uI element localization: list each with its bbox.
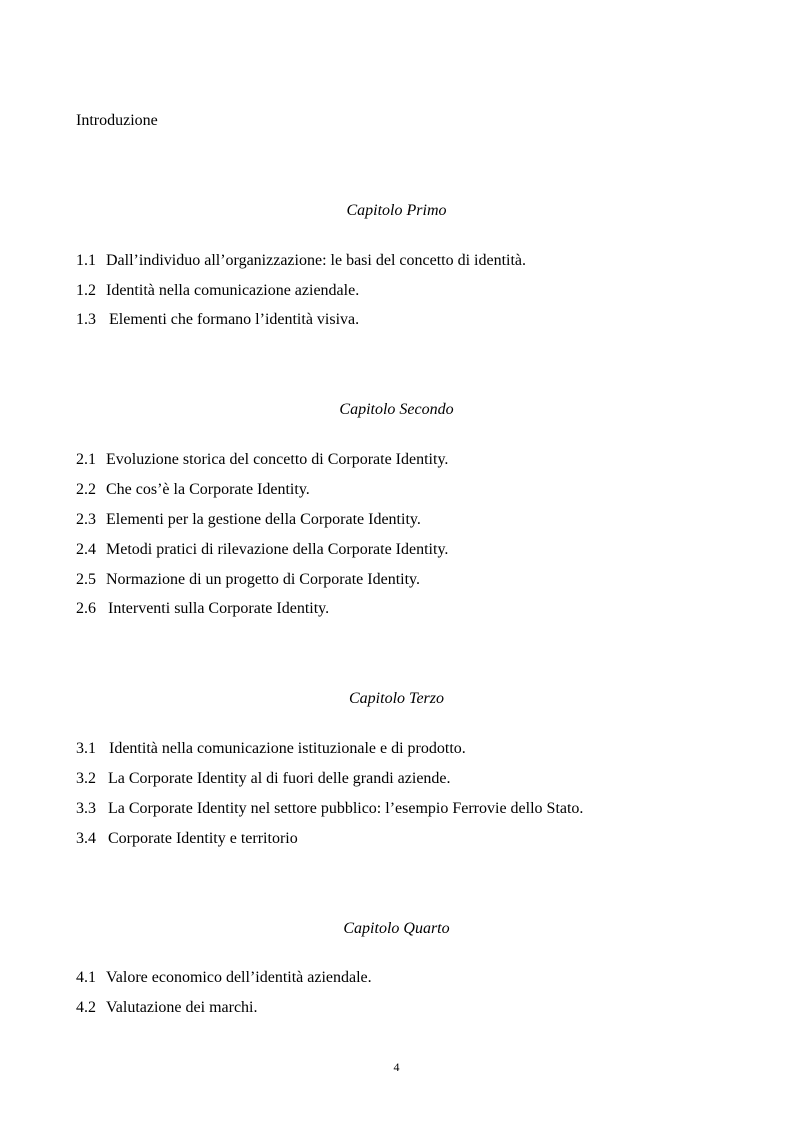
entry-number: 1.2: [76, 282, 96, 299]
toc-entry: [76, 600, 329, 618]
entry-text: Corporate Identity e territorio: [108, 830, 298, 847]
entry-text: Elementi per la gestione della Corporate Identity.: [106, 511, 421, 528]
entry-text: La Corporate Identity nel settore pubblico: l’esempio Ferrovie dello Stato.: [108, 800, 584, 817]
toc-intro: Introduzione: [76, 112, 158, 129]
toc-entry: [76, 282, 359, 300]
entry-text: Identità nella comunicazione istituzionale e di prodotto.: [109, 740, 466, 757]
entry-number: 2.1: [76, 451, 96, 468]
entry-text: Evoluzione storica del concetto di Corporate Identity.: [106, 451, 449, 468]
entry-text: Interventi sulla Corporate Identity.: [108, 600, 330, 617]
chapter-1-title: Capitolo Primo: [346, 202, 447, 219]
toc-entry: [76, 969, 372, 987]
entry-text: Che cos’è la Corporate Identity.: [106, 481, 310, 498]
toc-entry: [76, 481, 310, 499]
page-number: 4: [393, 1060, 400, 1074]
toc-entry: [76, 571, 420, 589]
chapter-4-title: Capitolo Quarto: [343, 920, 450, 937]
entry-text: Normazione di un progetto di Corporate Identity.: [106, 571, 420, 588]
toc-entry: [76, 740, 466, 758]
chapter-2-title: Capitolo Secondo: [339, 401, 454, 418]
toc-entry: [76, 311, 359, 329]
entry-number: 2.4: [76, 541, 96, 558]
toc-entry: [76, 830, 298, 848]
toc-entry: [76, 451, 448, 469]
entry-text: Elementi che formano l’identità visiva.: [109, 311, 360, 328]
toc-entry: [76, 511, 421, 529]
entry-number: 2.6: [76, 600, 96, 617]
entry-text: Valutazione dei marchi.: [106, 999, 258, 1016]
entry-number: 1.1: [76, 252, 96, 269]
entry-number: 3.3: [76, 800, 96, 817]
toc-entry: [76, 252, 526, 270]
toc-entry: [76, 800, 583, 818]
entry-text: La Corporate Identity al di fuori delle grandi aziende.: [108, 770, 451, 787]
entry-number: 3.1: [76, 740, 96, 757]
toc-entry: [76, 770, 451, 788]
entry-number: 1.3: [76, 311, 96, 328]
entry-text: Identità nella comunicazione aziendale.: [106, 282, 360, 299]
entry-text: Valore economico dell’identità aziendale.: [106, 969, 372, 986]
entry-number: 4.2: [76, 999, 96, 1016]
chapter-3-title: Capitolo Terzo: [349, 690, 444, 707]
entry-number: 3.2: [76, 770, 96, 787]
entry-number: 4.1: [76, 969, 96, 986]
entry-number: 3.4: [76, 830, 96, 847]
entry-number: 2.3: [76, 511, 96, 528]
toc-entry: [76, 541, 448, 559]
entry-text: Metodi pratici di rilevazione della Corporate Identity.: [106, 541, 449, 558]
entry-number: 2.2: [76, 481, 96, 498]
entry-text: Dall’individuo all’organizzazione: le basi del concetto di identità.: [106, 252, 527, 269]
toc-entry: [76, 999, 258, 1017]
entry-number: 2.5: [76, 571, 96, 588]
